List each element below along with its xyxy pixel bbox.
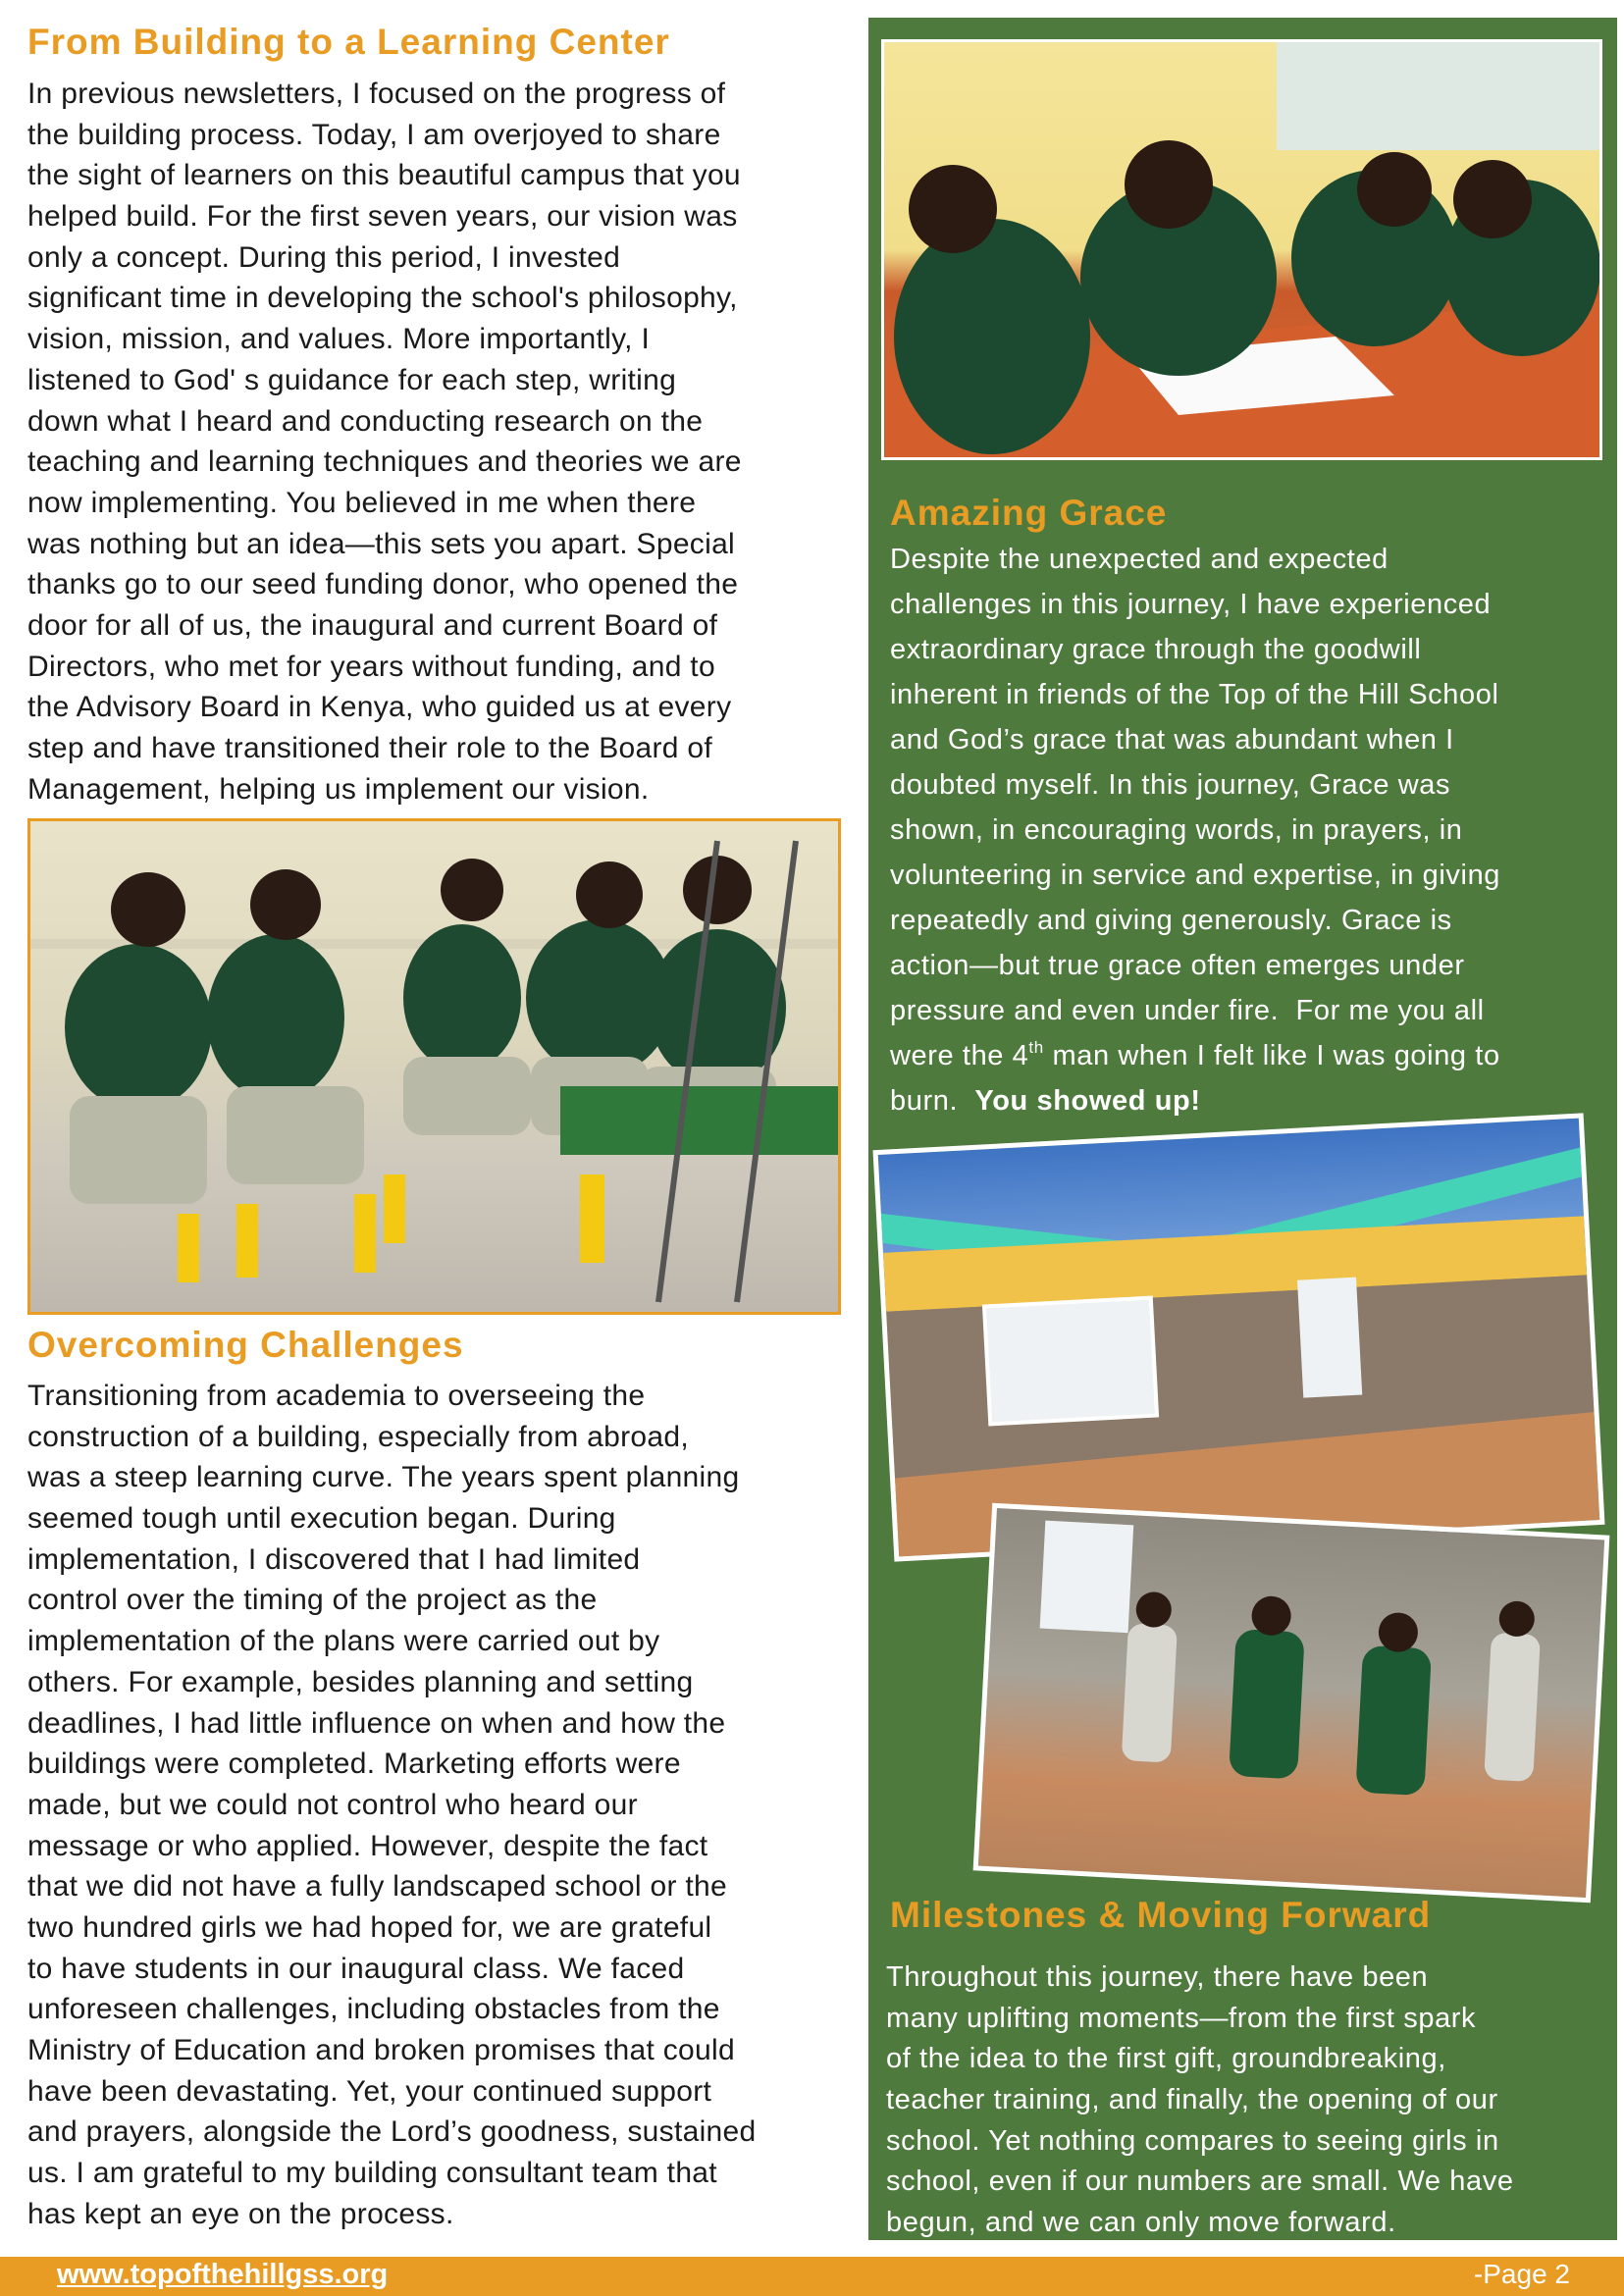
text-line: shown, in encouraging words, in prayers, in [890, 814, 1463, 846]
text-line: to have students in our inaugural class. We faced [27, 1952, 685, 1985]
text-line: the building process. Today, I am overjoyed to share [27, 118, 721, 151]
text-line: In previous newsletters, I focused on the progress of [27, 78, 726, 110]
text-line: step and have transitioned their role to the Board of [27, 732, 713, 764]
text-line: control over the timing of the project as the [27, 1584, 598, 1617]
paragraph-milestones [886, 1957, 1514, 2244]
text-line: door for all of us, the inaugural and current Board of [27, 608, 718, 642]
text-span: were the 4 [890, 1040, 1029, 1071]
text-line: helped build. For the first seven years, our vision was [27, 200, 738, 234]
text-line: significant time in developing the school's philosophy, [27, 282, 738, 315]
text-line: down what I heard and conducting research on the [27, 404, 704, 438]
text-line: thanks go to our seed funding donor, who opened the [27, 568, 739, 601]
text-line: volunteering in service and expertise, in giving [890, 860, 1501, 891]
heading-overcoming-challenges: Overcoming Challenges [27, 1325, 464, 1365]
text-line: the Advisory Board in Kenya, who guided us at every [27, 691, 732, 724]
superscript: th [1028, 1038, 1044, 1057]
text-line: only a concept. During this period, I invested [27, 240, 621, 274]
text-line: teacher training, and finally, the opening of our [886, 2084, 1498, 2116]
text-line: listened to God' s guidance for each step, writing [27, 363, 677, 396]
text-line: Ministry of Education and broken promises that could [27, 2034, 735, 2066]
text-line: implementation, I discovered that I had limited [27, 1542, 641, 1576]
text-line: made, but we could not control who heard our [27, 1788, 638, 1821]
text-span: burn. [890, 1085, 975, 1117]
text-line: others. For example, besides planning and setting [27, 1665, 694, 1698]
text-line [890, 1033, 1500, 1078]
text-line: deadlines, I had little influence on when and how the [27, 1706, 726, 1740]
text-line: school. Yet nothing compares to seeing girls in [886, 2124, 1499, 2157]
text-line: buildings were completed. Marketing efforts were [27, 1748, 681, 1781]
text-line: repeatedly and giving generously. Grace is [890, 905, 1452, 936]
heading-amazing-grace: Amazing Grace [890, 493, 1168, 533]
text-line: Despite the unexpected and expected [890, 544, 1388, 575]
students-illustration [30, 821, 838, 1312]
text-line: challenges in this journey, I have experienced [890, 589, 1492, 620]
text-line: has kept an eye on the process. [27, 2197, 454, 2230]
text-line: Management, helping us implement our vision. [27, 772, 650, 806]
text-line: construction of a building, especially from abroad, [27, 1420, 689, 1453]
text-line: pressure and even under fire. For me you all [890, 995, 1485, 1026]
heading-milestones: Milestones & Moving Forward [890, 1895, 1432, 1935]
text-line: and prayers, alongside the Lord’s goodness, sustained [27, 2115, 757, 2149]
grace-lines [890, 537, 1500, 1033]
page-number: -Page 2 [1473, 2259, 1570, 2289]
text-line: school, even if our numbers are small. We have [886, 2166, 1514, 2198]
text-line: doubted myself. In this journey, Grace was [890, 769, 1451, 801]
text-line: seemed tough until execution began. During [27, 1502, 616, 1536]
footer-bar [0, 2257, 1624, 2296]
building-illustration [878, 1119, 1599, 1557]
paragraph-overcoming-challenges [27, 1376, 757, 2234]
students-dorm-photo [27, 818, 841, 1315]
text-line: us. I am grateful to my building consultant team that [27, 2157, 717, 2190]
text-line: the sight of learners on this beautiful campus that you [27, 159, 741, 192]
sidebar-panel [868, 18, 1617, 2240]
text-line: was nothing but an idea—this sets you apart. Special [27, 527, 736, 560]
text-line: teaching and learning techniques and theories we are [27, 445, 742, 479]
text-line: was a steep learning curve. The years spent planning [27, 1461, 740, 1494]
text-line: that we did not have a fully landscaped school or the [27, 1870, 728, 1904]
text-line: have been devastating. Yet, your continued support [27, 2074, 712, 2108]
text-line: many uplifting moments—from the first spark [886, 2002, 1477, 2034]
text-line: begun, and we can only move forward. [886, 2207, 1396, 2239]
text-line: Throughout this journey, there have been [886, 1961, 1429, 1993]
visitors-illustration [978, 1508, 1604, 1898]
text-line [890, 1078, 1500, 1123]
campus-visit-photo [973, 1503, 1610, 1903]
text-line: vision, mission, and values. More importantly, I [27, 323, 651, 356]
text-span: man when I felt like I was going to [1043, 1040, 1500, 1071]
school-building-photo [873, 1113, 1605, 1561]
paragraph-from-building [27, 74, 742, 809]
text-line: two hundred girls we had hoped for, we are grateful [27, 1910, 712, 1944]
text-line: extraordinary grace through the goodwill [890, 634, 1422, 665]
heading-from-building: From Building to a Learning Center [27, 22, 670, 62]
text-line: now implementing. You believed in me when there [27, 486, 697, 519]
classroom-illustration [884, 42, 1599, 457]
text-line: implementation of the plans were carried out by [27, 1625, 660, 1658]
text-line: unforeseen challenges, including obstacles from the [27, 1993, 720, 2026]
students-classroom-photo [881, 39, 1602, 460]
text-line: Directors, who met for years without funding, and to [27, 650, 715, 683]
text-line: Transitioning from academia to overseeing the [27, 1380, 646, 1412]
text-line: message or who applied. However, despite the fact [27, 1829, 708, 1862]
website-link[interactable]: www.topofthehillgss.org [57, 2259, 389, 2290]
emphasis-text: You showed up! [974, 1085, 1201, 1117]
text-line: and God’s grace that was abundant when I [890, 724, 1454, 756]
text-line: action—but true grace often emerges under [890, 950, 1465, 981]
paragraph-amazing-grace [890, 537, 1500, 1123]
text-line: inherent in friends of the Top of the Hill School [890, 679, 1499, 710]
text-line: of the idea to the first gift, groundbreaking, [886, 2043, 1446, 2075]
